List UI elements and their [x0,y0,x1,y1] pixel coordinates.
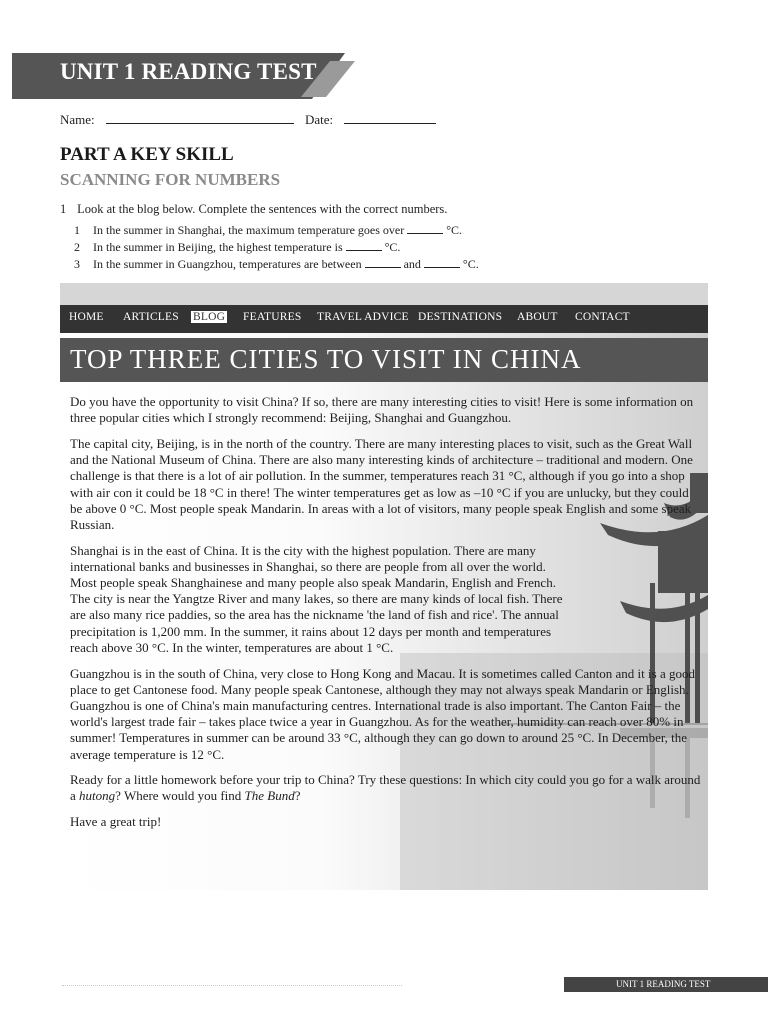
part-subtitle: SCANNING FOR NUMBERS [60,170,281,189]
unit-banner [12,53,357,99]
question-text: In the summer in Shanghai, the maximum temperature goes over [93,223,405,237]
instruction-text: Look at the blog below. Complete the sentences with the correct numbers. [77,202,448,216]
question-text: In the summer in Guangzhou, temperatures are between [93,257,362,271]
answer-blank[interactable] [346,240,382,251]
nav-home[interactable]: HOME [69,311,104,323]
part-title: PART A KEY SKILL [60,144,234,165]
question-unit: °C. [462,257,479,271]
nav-about[interactable]: ABOUT [517,311,558,323]
instruction [60,202,447,217]
homework-text-b: ? Where would you find [115,788,245,804]
question-item [74,223,479,240]
paragraph-homework [70,772,702,804]
answer-blank[interactable] [424,257,460,268]
date-field[interactable] [344,110,436,124]
homework-text-a: Ready for a little homework before your trip to China? Try these questions: In which city could you go for a walk around a [70,772,701,804]
hutong-term: hutong [79,788,116,804]
paragraph-beijing: The capital city, Beijing, is in the north of the country. There are many interesting places to visit, such as the Great Wall and the National Museum of China. There are also many interesting kinds of architecture – traditional and modern. One challenge is that there is a lot of air pollution. In the summer, temperatures reach 31 °C, although if you go into a shop with air con it could be 18 °C in there! The winter temperatures get as low as –10 °C if you are unlucky, but they could be above 0 °C. Most people speak Mandarin. In areas with a lot of visitors, many people speak English and some speak Russian. [70,435,693,532]
nav-blog[interactable]: BLOG [193,311,226,323]
nav-contact[interactable]: CONTACT [575,311,630,323]
question-number: 1 [74,223,80,237]
name-label: Name: [60,112,95,127]
blog-navbar [60,305,708,333]
question-unit: °C. [446,223,463,237]
blog-body [70,394,702,840]
date-label: Date: [305,112,334,127]
question-number: 2 [74,240,80,254]
footer-tab-label: UNIT 1 READING TEST [616,979,711,989]
instruction-number: 1 [60,202,67,216]
blog-title: TOP THREE CITIES TO VISIT IN CHINA [70,344,582,374]
nav-destinations[interactable]: DESTINATIONS [418,311,503,323]
unit-title: UNIT 1 READING TEST [60,59,317,84]
question-list [74,223,479,274]
nav-features[interactable]: FEATURES [243,311,302,323]
question-number: 3 [74,257,80,271]
paragraph-intro: Do you have the opportunity to visit China? If so, there are many interesting cities to visit! Here is some information on three popular cities which I strongly recommend: Beijing, Shanghai and Guangzhou. [70,394,694,426]
nav-travel-advice[interactable]: TRAVEL ADVICE [317,311,409,323]
question-text: In the summer in Beijing, the highest temperature is [93,240,343,254]
question-item [74,240,479,257]
paragraph-guangzhou: Guangzhou is in the south of China, very close to Hong Kong and Macau. It is sometimes called Canton and it is a good place to get Cantonese food. Many people speak Cantonese, although they may not always speak Mandarin or English. Guangzhou is one of China's main manufacturing centres. International trade is also important. The Canton Fair – the world's largest trade fair – takes place twice a year in Guangzhou. As for the weather, humidity can reach over 80% in summer! Temperatures in summer can be around 33 °C, although they can go down to around 25 °C. In December, the average temperature is 12 °C. [70,665,695,762]
nav-articles[interactable]: ARTICLES [123,311,179,323]
question-item [74,257,479,274]
footer-faint-line [62,985,402,990]
answer-blank[interactable] [407,223,443,234]
footer-tab [564,977,768,992]
homework-text-c: ? [294,788,301,804]
paragraph-shanghai: Shanghai is in the east of China. It is the city with the highest population. There are many international banks and businesses in Shanghai, so there are people from all over the world. Most people speak Shanghainese and many people also speak Mandarin, English and French. The city is near the Yangtze River and many lakes, so there are many kinds of local fish. There are also many rice paddies, so the area has the nickname 'the land of fish and rice'. The annual precipitation is 1,200 mm. In the summer, it rains about 12 days per month and temperatures reach above 30 °C. In the winter, temperatures are about 1 °C. [70,542,563,655]
question-connector: and [403,257,421,271]
blog-title-bar [60,338,708,382]
answer-blank[interactable] [365,257,401,268]
paragraph-closing: Have a great trip! [70,814,162,830]
question-unit: °C. [384,240,401,254]
name-field[interactable] [106,110,294,124]
blog-panel [60,283,708,890]
name-date-row [60,110,334,128]
bund-term: The Bund [244,788,295,804]
